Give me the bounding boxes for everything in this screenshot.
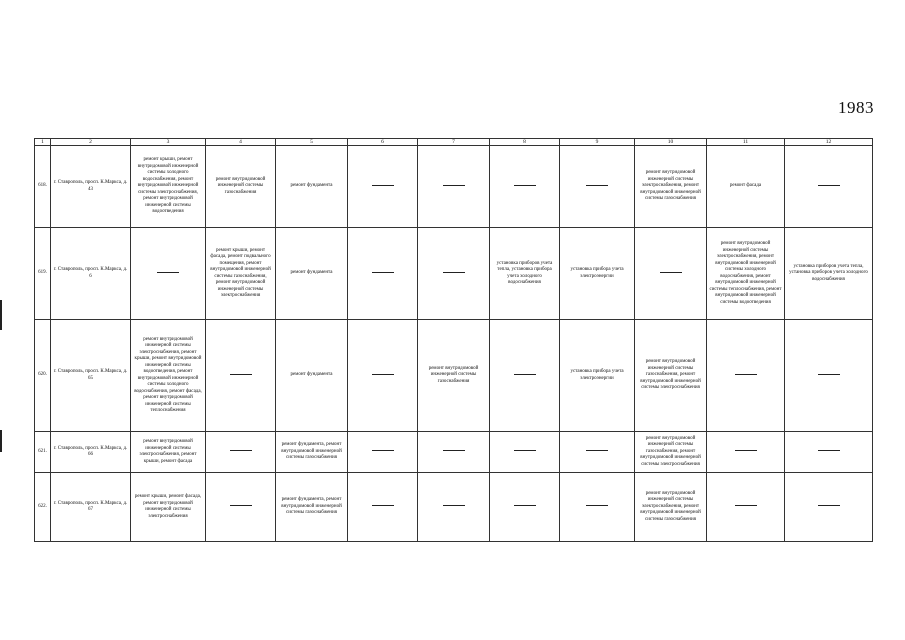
- work-type-cell: ремонт фундамента, ремонт внутридомовой инженерной системы газоснабжения: [276, 432, 348, 473]
- work-type-cell: ремонт фундамента: [276, 320, 348, 432]
- empty-dash-cell: [560, 473, 635, 542]
- empty-dash-cell: [490, 320, 560, 432]
- dash-line: [660, 272, 682, 273]
- empty-dash-cell: [206, 473, 276, 542]
- dash-line: [735, 450, 757, 451]
- dash-line: [372, 272, 394, 273]
- dash-line: [230, 505, 252, 506]
- dash-line: [372, 450, 394, 451]
- empty-dash-cell: [348, 146, 418, 228]
- address-cell: г. Ставрополь, просп. К.Маркса, д. 6: [51, 228, 131, 320]
- row-number: 621.: [35, 432, 51, 473]
- column-number: 4: [206, 139, 276, 146]
- dash-line: [443, 272, 465, 273]
- empty-dash-cell: [635, 228, 707, 320]
- row-number: 619.: [35, 228, 51, 320]
- empty-dash-cell: [785, 146, 873, 228]
- dash-line: [818, 374, 840, 375]
- address-cell: г. Ставрополь, просп. К.Маркса, д. 67: [51, 473, 131, 542]
- dash-line: [735, 374, 757, 375]
- dash-line: [586, 185, 608, 186]
- dash-line: [372, 185, 394, 186]
- empty-dash-cell: [785, 432, 873, 473]
- empty-dash-cell: [348, 228, 418, 320]
- work-type-cell: ремонт внутридомовой инженерной системы электроснабжения, ремонт внутридомовой инженерной системы газоснабжения: [635, 473, 707, 542]
- dash-line: [586, 450, 608, 451]
- row-number: 622.: [35, 473, 51, 542]
- column-number: 3: [131, 139, 206, 146]
- column-number: 6: [348, 139, 418, 146]
- work-type-cell: ремонт внутридомовой инженерной системы электроснабжения, ремонт внутридомовой инженерной системы холодного водоснабжения, ремонт внутридомовой инженерной системы теплоснабжения, ремонт внутридомовой инженерной системы водоотведения: [707, 228, 785, 320]
- work-type-cell: ремонт внутридомовой инженерной системы газоснабжения, ремонт внутридомовой инженерной системы электроснабжения: [635, 432, 707, 473]
- column-number: 10: [635, 139, 707, 146]
- empty-dash-cell: [490, 146, 560, 228]
- empty-dash-cell: [490, 432, 560, 473]
- empty-dash-cell: [418, 146, 490, 228]
- dash-line: [514, 374, 536, 375]
- dash-line: [514, 505, 536, 506]
- column-number: 9: [560, 139, 635, 146]
- column-number: 7: [418, 139, 490, 146]
- dash-line: [443, 185, 465, 186]
- dash-line: [372, 505, 394, 506]
- dash-line: [230, 450, 252, 451]
- column-number: 8: [490, 139, 560, 146]
- work-type-cell: ремонт внутридомовой инженерной системы газоснабжения: [206, 146, 276, 228]
- table-row: [35, 432, 873, 473]
- column-number: 11: [707, 139, 785, 146]
- dash-line: [586, 505, 608, 506]
- row-number: 618.: [35, 146, 51, 228]
- empty-dash-cell: [418, 228, 490, 320]
- dash-line: [157, 272, 179, 273]
- dash-line: [443, 505, 465, 506]
- empty-dash-cell: [785, 473, 873, 542]
- empty-dash-cell: [707, 320, 785, 432]
- empty-dash-cell: [206, 320, 276, 432]
- work-type-cell: ремонт внутридомовой инженерной системы газоснабжения, ремонт внутридомовой инженерной системы электроснабжения: [635, 320, 707, 432]
- empty-dash-cell: [206, 432, 276, 473]
- empty-dash-cell: [490, 473, 560, 542]
- work-type-cell: установка приборов учета тепла, установка прибора учета холодного водоснабжения: [490, 228, 560, 320]
- column-number: 1: [35, 139, 51, 146]
- table-row: [35, 228, 873, 320]
- scan-edge-mark: [0, 300, 2, 330]
- work-type-cell: установка прибора учета электроэнергии: [560, 320, 635, 432]
- dash-line: [372, 374, 394, 375]
- table-row: [35, 473, 873, 542]
- empty-dash-cell: [348, 473, 418, 542]
- work-type-cell: ремонт внутридомовой инженерной системы электроснабжения, ремонт крыши, ремонт внутридомовой инженерной системы водоотведения, ремонт внутридомовой инженерной системы холодного водоснабжения, ремонт фасада, ремонт внутридомовой инженерной системы теплоснабжения: [131, 320, 206, 432]
- table-row: [35, 320, 873, 432]
- column-number-row: [35, 139, 873, 146]
- dash-line: [443, 450, 465, 451]
- dash-line: [735, 505, 757, 506]
- dash-line: [818, 450, 840, 451]
- column-number: 12: [785, 139, 873, 146]
- column-number: 5: [276, 139, 348, 146]
- table-row: [35, 146, 873, 228]
- address-cell: г. Ставрополь, просп. К.Маркса, д. 65: [51, 320, 131, 432]
- work-type-cell: ремонт внутридомовой инженерной системы электроснабжения, ремонт внутридомовой инженерной системы газоснабжения: [635, 146, 707, 228]
- work-type-cell: ремонт внутридомовой инженерной системы газоснабжения: [418, 320, 490, 432]
- empty-dash-cell: [348, 320, 418, 432]
- work-type-cell: ремонт фасада: [707, 146, 785, 228]
- dash-line: [514, 185, 536, 186]
- empty-dash-cell: [131, 228, 206, 320]
- work-type-cell: ремонт крыши, ремонт фасада, ремонт подвального помещения, ремонт внутридомовой инженерной системы газоснабжения, ремонт внутридомовой инженерной системы электроснабжения: [206, 228, 276, 320]
- dash-line: [818, 185, 840, 186]
- work-type-cell: установка приборов учета тепла, установка приборов учета холодного водоснабжения: [785, 228, 873, 320]
- page-number: 1983: [838, 98, 874, 117]
- work-type-cell: установка прибора учета электроэнергии: [560, 228, 635, 320]
- work-type-cell: ремонт фундамента, ремонт внутридомовой инженерной системы газоснабжения: [276, 473, 348, 542]
- work-type-cell: ремонт крыши, ремонт фасада, ремонт внутридомовой инженерной системы электроснабжения: [131, 473, 206, 542]
- address-cell: г. Ставрополь, просп. К.Маркса, д. 66: [51, 432, 131, 473]
- empty-dash-cell: [560, 432, 635, 473]
- empty-dash-cell: [418, 473, 490, 542]
- work-type-cell: ремонт фундамента: [276, 146, 348, 228]
- address-cell: г. Ставрополь, просп. К.Маркса, д. 43: [51, 146, 131, 228]
- empty-dash-cell: [707, 432, 785, 473]
- empty-dash-cell: [560, 146, 635, 228]
- work-type-cell: ремонт внутридомовой инженерной системы электроснабжения, ремонт крыши, ремонт фасада: [131, 432, 206, 473]
- work-type-cell: ремонт крыши, ремонт внутридомовой инженерной системы холодного водоснабжения, ремонт внутридомовой инженерной системы электроснабжения, ремонт внутридомовой инженерной системы водоотведения: [131, 146, 206, 228]
- empty-dash-cell: [418, 432, 490, 473]
- work-type-cell: ремонт фундамента: [276, 228, 348, 320]
- row-number: 620.: [35, 320, 51, 432]
- empty-dash-cell: [707, 473, 785, 542]
- scan-edge-mark: [0, 430, 2, 452]
- dash-line: [230, 374, 252, 375]
- repair-schedule-table: [34, 138, 873, 542]
- empty-dash-cell: [785, 320, 873, 432]
- column-number: 2: [51, 139, 131, 146]
- dash-line: [514, 450, 536, 451]
- empty-dash-cell: [348, 432, 418, 473]
- dash-line: [818, 505, 840, 506]
